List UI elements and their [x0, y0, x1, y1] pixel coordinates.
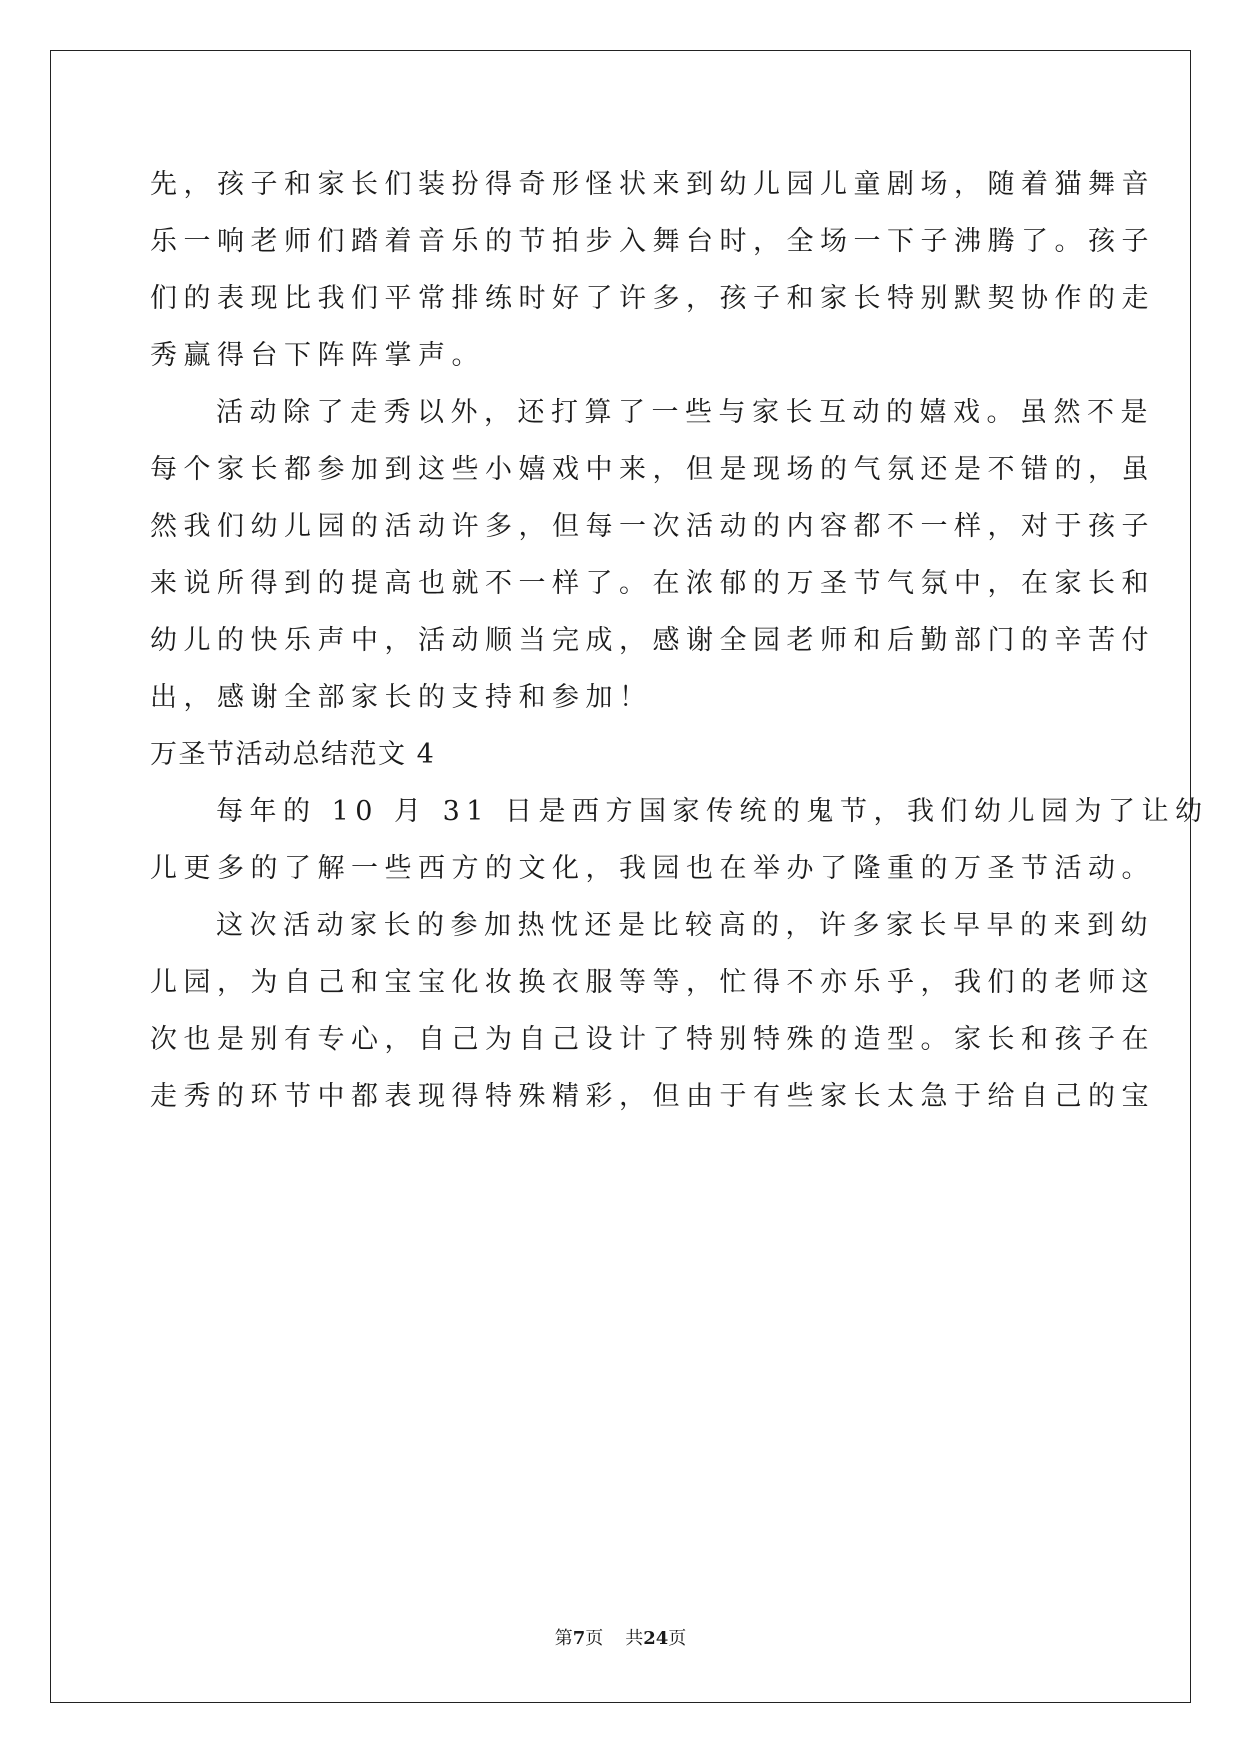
text-line: 来说所得到的提高也就不一样了。在浓郁的万圣节气氛中，在家长和 — [150, 568, 1155, 599]
document-body — [150, 156, 1209, 1125]
page-number: 7 — [572, 1628, 586, 1649]
footer-page-suffix: 页 — [585, 1628, 604, 1649]
text-line: 每个家长都参加到这些小嬉戏中来，但是现场的气氛还是不错的，虽 — [150, 454, 1155, 485]
text-line: 走秀的环节中都表现得特殊精彩，但由于有些家长太急于给自己的宝 — [150, 1081, 1155, 1112]
text-line: 每年的 10 月 31 日是西方国家传统的鬼节，我们幼儿园为了让幼 — [216, 796, 1209, 827]
text-line: 次也是别有专心，自己为自己设计了特别特殊的造型。家长和孩子在 — [150, 1024, 1155, 1055]
text-line: 们的表现比我们平常排练时好了许多，孩子和家长特别默契协作的走 — [150, 283, 1155, 314]
text-line: 乐一响老师们踏着音乐的节拍步入舞台时，全场一下子沸腾了。孩子 — [150, 226, 1155, 257]
text-line: 儿更多的了解一些西方的文化，我园也在举办了隆重的万圣节活动。 — [150, 853, 1155, 884]
text-line: 然我们幼儿园的活动许多，但每一次活动的内容都不一样，对于孩子 — [150, 511, 1155, 542]
text-line: 秀赢得台下阵阵掌声。 — [150, 340, 485, 371]
footer-prefix: 第 — [554, 1628, 573, 1649]
section-heading: 万圣节活动总结范文 4 — [150, 739, 436, 770]
text-line: 出，感谢全部家长的支持和参加！ — [150, 682, 653, 713]
text-line: 幼儿的快乐声中，活动顺当完成，感谢全园老师和后勤部门的辛苦付 — [150, 625, 1155, 656]
footer-total-suffix: 页 — [668, 1628, 687, 1649]
footer-total-prefix: 共 — [625, 1628, 644, 1649]
page-footer — [0, 1627, 1241, 1651]
total-pages: 24 — [643, 1628, 669, 1649]
text-line: 先，孩子和家长们装扮得奇形怪状来到幼儿园儿童剧场，随着猫舞音 — [150, 169, 1155, 200]
text-line: 儿园，为自己和宝宝化妆换衣服等等，忙得不亦乐乎，我们的老师这 — [150, 967, 1155, 998]
text-line: 这次活动家长的参加热忱还是比较高的，许多家长早早的来到幼 — [216, 910, 1154, 941]
text-line: 活动除了走秀以外，还打算了一些与家长互动的嬉戏。虽然不是 — [216, 397, 1154, 428]
